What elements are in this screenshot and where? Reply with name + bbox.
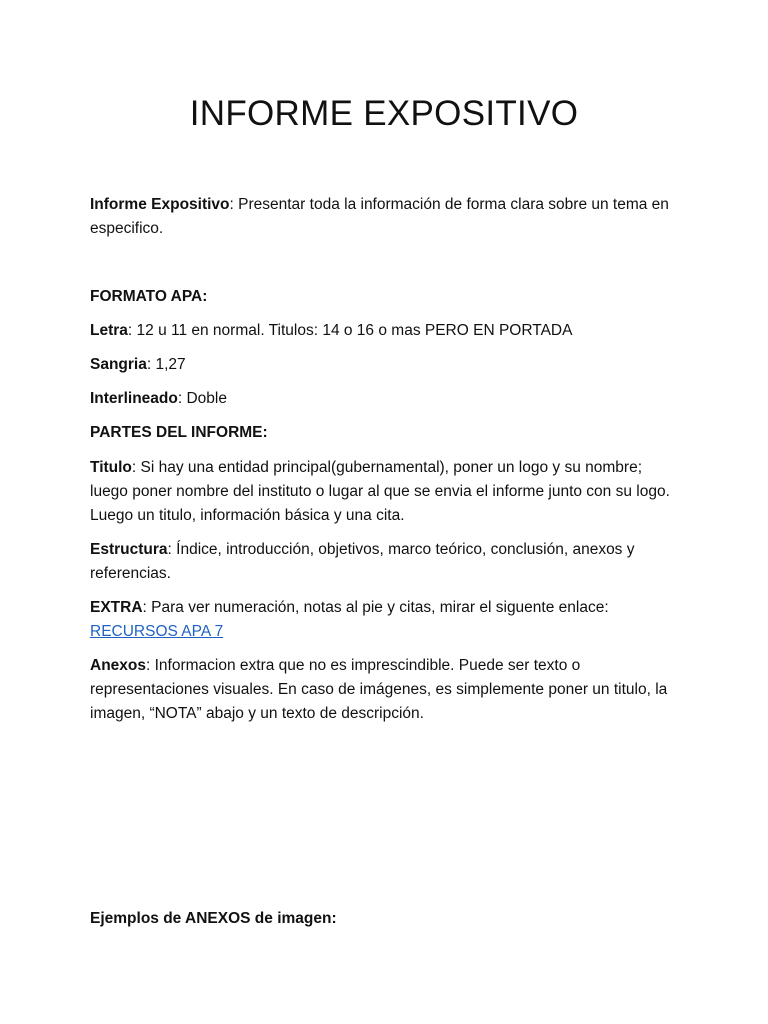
letra-text: : 12 u 11 en normal. Titulos: 14 o 16 o mas PERO EN PORTADA xyxy=(127,322,573,339)
interlineado-paragraph xyxy=(90,387,680,411)
sangria-term: Sangria xyxy=(90,356,147,373)
anexos-paragraph xyxy=(90,654,680,726)
formato-heading-text: FORMATO APA: xyxy=(90,288,208,305)
intro-text: : Presentar toda la información de forma clara sobre un tema en especifico. xyxy=(90,196,669,237)
titulo-term: Titulo xyxy=(90,459,132,476)
partes-heading xyxy=(90,421,680,445)
ejemplos-heading xyxy=(90,907,680,931)
interlineado-text: : Doble xyxy=(177,390,227,407)
recursos-apa-link[interactable]: RECURSOS APA 7 xyxy=(90,623,224,640)
intro-term: Informe Expositivo xyxy=(90,196,230,213)
sangria-paragraph xyxy=(90,353,680,377)
titulo-text: : Si hay una entidad principal(gubernamental), poner un logo y su nombre; luego poner nombre del instituto o lugar al que se envia el informe junto con su logo. Luego un titulo, información básica y una cita. xyxy=(90,459,670,524)
titulo-paragraph xyxy=(90,456,680,528)
estructura-text: : Índice, introducción, objetivos, marco teórico, conclusión, anexos y referencias. xyxy=(90,541,635,582)
formato-heading xyxy=(90,285,680,309)
document-title: INFORME EXPOSITIVO xyxy=(189,94,579,133)
extra-paragraph xyxy=(90,596,680,644)
partes-heading-text: PARTES DEL INFORME: xyxy=(90,424,268,441)
letra-term: Letra xyxy=(90,322,128,339)
interlineado-term: Interlineado xyxy=(90,390,178,407)
anexos-text: : Informacion extra que no es imprescindible. Puede ser texto o representaciones visuales. En caso de imágenes, es simplemente poner un titulo, la imagen, “NOTA” abajo y un texto de descripción. xyxy=(90,657,668,722)
estructura-term: Estructura xyxy=(90,541,168,558)
letra-paragraph xyxy=(90,319,680,343)
intro-paragraph xyxy=(90,193,680,241)
extra-text: : Para ver numeración, notas al pie y citas, mirar el siguente enlace: xyxy=(142,599,609,616)
ejemplos-heading-text: Ejemplos de ANEXOS de imagen: xyxy=(90,910,337,927)
anexos-term: Anexos xyxy=(90,657,146,674)
estructura-paragraph xyxy=(90,538,680,586)
sangria-text: : 1,27 xyxy=(146,356,186,373)
extra-term: EXTRA xyxy=(90,599,143,616)
